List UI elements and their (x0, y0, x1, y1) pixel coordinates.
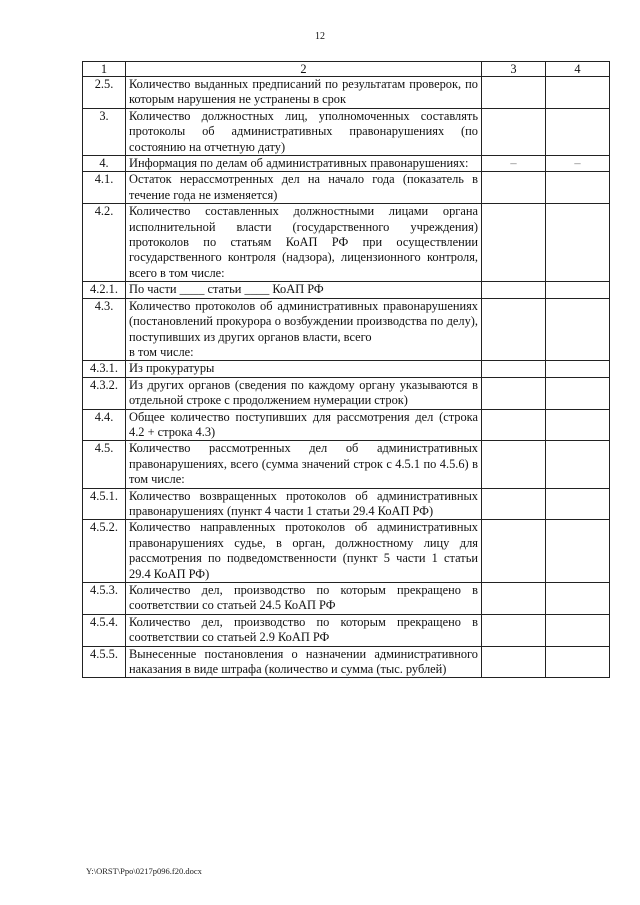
table-row (83, 441, 610, 488)
row-col-3-value (482, 77, 546, 109)
row-col-3-value (482, 172, 546, 204)
row-col-3-value: – (482, 156, 546, 172)
row-col-3-value (482, 441, 546, 488)
row-col-3-value (482, 646, 546, 678)
row-description: Количество возвращенных протоколов об административных правонарушениях (пункт 4 части 1 статьи 29.4 КоАП РФ) (126, 488, 482, 520)
table-row (83, 108, 610, 155)
row-number: 4.1. (83, 172, 126, 204)
row-col-4-value (546, 298, 610, 361)
row-col-3-value (482, 583, 546, 615)
row-col-4-value: – (546, 156, 610, 172)
row-col-4-value (546, 583, 610, 615)
row-number: 4.5. (83, 441, 126, 488)
table-row (83, 172, 610, 204)
row-col-3-value (482, 377, 546, 409)
row-number: 2.5. (83, 77, 126, 109)
row-number: 3. (83, 108, 126, 155)
row-description: Количество протоколов об административных правонарушениях (постановлений прокурора о возбуждении производства по делу), поступивших из других органов власти, всего в том числе: (126, 298, 482, 361)
row-number: 4.5.3. (83, 583, 126, 615)
row-number: 4.5.1. (83, 488, 126, 520)
row-description: Количество рассмотренных дел об административных правонарушениях, всего (сумма значений строк с 4.5.1 по 4.5.6) в том числе: (126, 441, 482, 488)
row-col-4-value (546, 172, 610, 204)
row-number: 4.5.5. (83, 646, 126, 678)
table-row (83, 583, 610, 615)
row-col-4-value (546, 409, 610, 441)
row-description: Количество направленных протоколов об административных правонарушениях судье, в орган, должностному лицу для рассмотрения по подведомственности (пункт 5 части 1 статьи 29.4 КоАП РФ) (126, 520, 482, 583)
table-row (83, 77, 610, 109)
row-col-3-value (482, 520, 546, 583)
table-row (83, 520, 610, 583)
table-row (83, 646, 610, 678)
table-row (83, 614, 610, 646)
row-description: Количество дел, производство по которым прекращено в соответствии со статьей 24.5 КоАП РФ (126, 583, 482, 615)
table-row (83, 409, 610, 441)
row-col-4-value (546, 377, 610, 409)
row-col-4-value (546, 108, 610, 155)
footer-file-path: Y:\ORST\Ppo\0217p096.f20.docx (86, 866, 202, 876)
row-description: Из других органов (сведения по каждому органу указываются в отдельной строке с продолжением нумерации строк) (126, 377, 482, 409)
table-row (83, 282, 610, 298)
row-col-3-value (482, 282, 546, 298)
header-col-2: 2 (126, 62, 482, 77)
row-number: 4.2.1. (83, 282, 126, 298)
row-col-4-value (546, 646, 610, 678)
row-col-4-value (546, 441, 610, 488)
row-description: Остаток нерассмотренных дел на начало года (показатель в течение года не изменяется) (126, 172, 482, 204)
row-col-4-value (546, 361, 610, 377)
row-col-3-value (482, 614, 546, 646)
table-header-row (83, 62, 610, 77)
header-col-4: 4 (546, 62, 610, 77)
row-col-3-value (482, 409, 546, 441)
row-description: Количество дел, производство по которым прекращено в соответствии со статьей 2.9 КоАП РФ (126, 614, 482, 646)
row-description: Количество составленных должностными лицами органа исполнительной власти (государственного учреждения) протоколов по статьям КоАП РФ при осуществлении государственного контроля (надзора), лицензионного контроля, всего в том числе: (126, 204, 482, 282)
row-col-3-value (482, 298, 546, 361)
table-row (83, 488, 610, 520)
row-number: 4.3.2. (83, 377, 126, 409)
page-number: 12 (315, 31, 325, 42)
row-col-4-value (546, 488, 610, 520)
row-col-4-value (546, 520, 610, 583)
row-description: Количество выданных предписаний по результатам проверок, по которым нарушения не устранены в срок (126, 77, 482, 109)
row-number: 4.5.2. (83, 520, 126, 583)
row-number: 4.4. (83, 409, 126, 441)
row-description: Общее количество поступивших для рассмотрения дел (строка 4.2 + строка 4.3) (126, 409, 482, 441)
row-description: По части ____ статьи ____ КоАП РФ (126, 282, 482, 298)
row-col-4-value (546, 77, 610, 109)
row-col-4-value (546, 614, 610, 646)
row-number: 4.3.1. (83, 361, 126, 377)
table-row (83, 377, 610, 409)
row-col-4-value (546, 282, 610, 298)
row-number: 4.2. (83, 204, 126, 282)
report-table (82, 61, 610, 678)
table-row (83, 156, 610, 172)
row-description: Количество должностных лиц, уполномоченных составлять протоколы об административных правонарушениях (по состоянию на отчетную дату) (126, 108, 482, 155)
row-col-4-value (546, 204, 610, 282)
header-col-1: 1 (83, 62, 126, 77)
row-description: Информация по делам об административных правонарушениях: (126, 156, 482, 172)
table-row (83, 361, 610, 377)
row-col-3-value (482, 361, 546, 377)
row-number: 4.5.4. (83, 614, 126, 646)
row-number: 4. (83, 156, 126, 172)
table-row (83, 204, 610, 282)
row-col-3-value (482, 488, 546, 520)
row-description: Из прокуратуры (126, 361, 482, 377)
row-description: Вынесенные постановления о назначении административного наказания в виде штрафа (количество и сумма (тыс. рублей) (126, 646, 482, 678)
row-number: 4.3. (83, 298, 126, 361)
row-col-3-value (482, 108, 546, 155)
header-col-3: 3 (482, 62, 546, 77)
table-row (83, 298, 610, 361)
row-col-3-value (482, 204, 546, 282)
